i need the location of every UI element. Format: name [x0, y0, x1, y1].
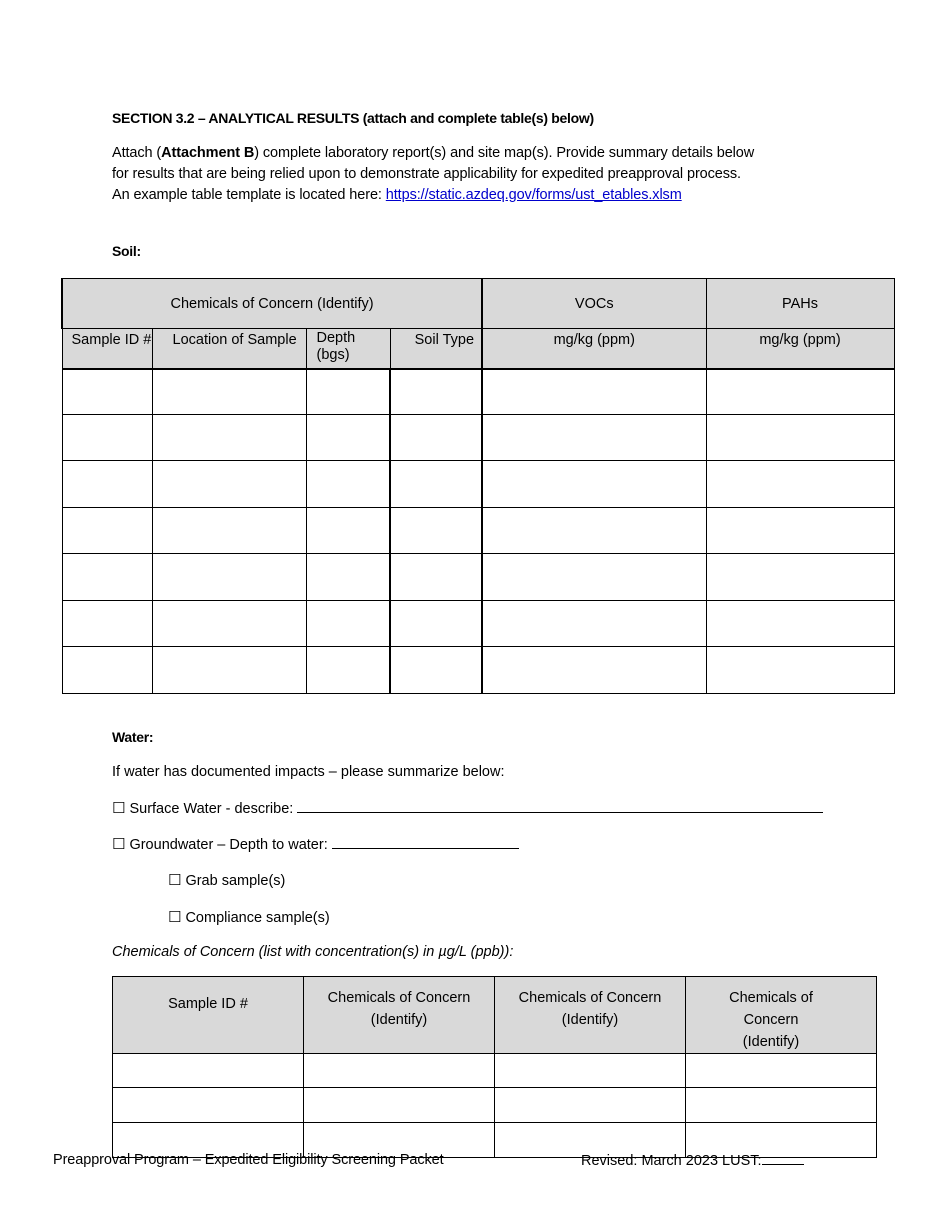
soil-cell[interactable]: [306, 601, 390, 647]
water-cell[interactable]: [686, 1054, 877, 1088]
grab-sample-label: Grab sample(s): [185, 873, 286, 889]
soil-cell[interactable]: [306, 647, 390, 694]
soil-voc-header: VOCs: [482, 279, 706, 329]
soil-cell[interactable]: [306, 508, 390, 554]
soil-cell[interactable]: [62, 508, 152, 554]
surface-water-label: Surface Water - describe:: [129, 801, 294, 817]
soil-row: [62, 461, 894, 508]
water-col-chemical-2: Chemicals of Concern (Identify): [495, 977, 686, 1054]
grab-sample-checkbox[interactable]: ☐: [168, 871, 182, 889]
soil-cell[interactable]: [482, 508, 706, 554]
water-cell[interactable]: [686, 1088, 877, 1123]
grab-sample-option: [168, 871, 285, 889]
water-cell[interactable]: [495, 1054, 686, 1088]
soil-results-table: [61, 278, 895, 694]
soil-cell[interactable]: [706, 369, 894, 415]
water-cell[interactable]: [113, 1054, 304, 1088]
chemicals-caption: Chemicals of Concern (list with concentration(s) in µg/L (ppb)):: [112, 944, 514, 960]
footer-left: Preapproval Program – Expedited Eligibility Screening Packet: [53, 1152, 444, 1168]
soil-row: [62, 415, 894, 461]
intro-line2: for results that are being relied upon to demonstrate applicability for expedited preapproval process.: [112, 166, 741, 182]
water-col-chemical-3: Chemicals of Concern (Identify): [686, 977, 877, 1054]
section-title: SECTION 3.2 – ANALYTICAL RESULTS (attach and complete table(s) below): [112, 110, 594, 126]
soil-col-soil-type: Soil Type: [390, 329, 482, 369]
attachment-b-label: Attachment B: [161, 145, 255, 161]
soil-cell[interactable]: [152, 647, 306, 694]
soil-row: [62, 508, 894, 554]
intro-prefix: Attach (: [112, 145, 162, 161]
groundwater-checkbox[interactable]: ☐: [112, 835, 126, 853]
soil-cell[interactable]: [390, 601, 482, 647]
soil-cell[interactable]: [706, 647, 894, 694]
soil-cell[interactable]: [62, 554, 152, 601]
water-prompt: If water has documented impacts – please summarize below:: [112, 764, 505, 780]
soil-row: [62, 647, 894, 694]
soil-col-sample-id: Sample ID #: [62, 329, 152, 369]
soil-cell[interactable]: [152, 415, 306, 461]
intro-line1-rest: ) complete laboratory report(s) and site map(s). Provide summary details below: [254, 145, 755, 161]
soil-cell[interactable]: [706, 554, 894, 601]
soil-cell[interactable]: [152, 461, 306, 508]
soil-cell[interactable]: [62, 647, 152, 694]
soil-cell[interactable]: [482, 415, 706, 461]
surface-water-checkbox[interactable]: ☐: [112, 799, 126, 817]
soil-cell[interactable]: [482, 554, 706, 601]
soil-row: [62, 369, 894, 415]
soil-cell[interactable]: [306, 461, 390, 508]
soil-header-row-2: [62, 329, 894, 369]
water-header-row: [113, 977, 877, 1054]
soil-cell[interactable]: [390, 554, 482, 601]
soil-cell[interactable]: [390, 369, 482, 415]
groundwater-label: Groundwater – Depth to water:: [129, 837, 328, 853]
soil-cell[interactable]: [62, 601, 152, 647]
intro-line3: An example table template is located here:: [112, 187, 386, 203]
soil-label: Soil:: [112, 243, 141, 259]
soil-col-pah-units: mg/kg (ppm): [706, 329, 894, 369]
compliance-sample-label: Compliance sample(s): [185, 910, 330, 926]
water-col-sample-id: Sample ID #: [113, 977, 304, 1054]
intro-paragraph: [112, 143, 872, 206]
soil-group-header: Chemicals of Concern (Identify): [62, 279, 482, 329]
soil-cell[interactable]: [306, 554, 390, 601]
soil-cell[interactable]: [62, 369, 152, 415]
footer-revised: Revised: March 2023 LUST:: [581, 1153, 762, 1169]
water-cell[interactable]: [304, 1054, 495, 1088]
soil-cell[interactable]: [706, 415, 894, 461]
surface-water-field[interactable]: [297, 800, 823, 813]
soil-cell[interactable]: [482, 647, 706, 694]
footer-right: [581, 1152, 804, 1169]
water-col-chemical-1: Chemicals of Concern (Identify): [304, 977, 495, 1054]
compliance-sample-checkbox[interactable]: ☐: [168, 908, 182, 926]
soil-col-location: Location of Sample: [152, 329, 306, 369]
soil-col-voc-units: mg/kg (ppm): [482, 329, 706, 369]
soil-cell[interactable]: [482, 369, 706, 415]
water-label: Water:: [112, 729, 154, 745]
soil-cell[interactable]: [152, 369, 306, 415]
water-cell[interactable]: [113, 1088, 304, 1123]
water-results-table: [112, 976, 877, 1158]
soil-cell[interactable]: [306, 369, 390, 415]
soil-cell[interactable]: [706, 461, 894, 508]
soil-cell[interactable]: [482, 461, 706, 508]
depth-to-water-field[interactable]: [332, 836, 519, 849]
soil-cell[interactable]: [390, 461, 482, 508]
soil-cell[interactable]: [306, 415, 390, 461]
soil-cell[interactable]: [482, 601, 706, 647]
template-link[interactable]: https://static.azdeq.gov/forms/ust_etables.xlsm: [385, 187, 682, 203]
groundwater-option: [112, 835, 519, 853]
soil-cell[interactable]: [152, 601, 306, 647]
surface-water-option: [112, 799, 842, 817]
water-row: [113, 1054, 877, 1088]
soil-cell[interactable]: [706, 601, 894, 647]
compliance-sample-option: [168, 908, 330, 926]
soil-pah-header: PAHs: [706, 279, 894, 329]
soil-col-depth: Depth (bgs): [306, 329, 390, 369]
soil-cell[interactable]: [390, 508, 482, 554]
water-cell[interactable]: [495, 1088, 686, 1123]
soil-cell[interactable]: [62, 415, 152, 461]
soil-row: [62, 554, 894, 601]
soil-cell[interactable]: [390, 415, 482, 461]
soil-row: [62, 601, 894, 647]
soil-cell[interactable]: [706, 508, 894, 554]
soil-cell[interactable]: [152, 508, 306, 554]
water-cell[interactable]: [304, 1088, 495, 1123]
soil-cell[interactable]: [152, 554, 306, 601]
soil-header-row-1: [62, 279, 894, 329]
soil-cell[interactable]: [390, 647, 482, 694]
water-row: [113, 1088, 877, 1123]
soil-cell[interactable]: [62, 461, 152, 508]
lust-number-field[interactable]: [762, 1152, 804, 1165]
